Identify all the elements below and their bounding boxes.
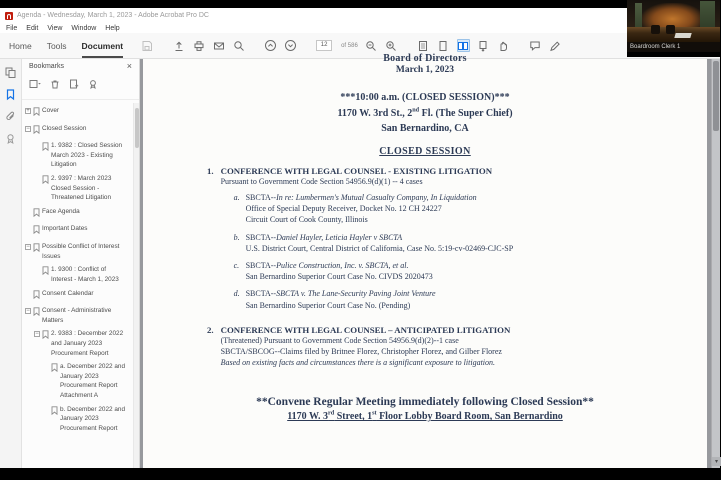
- case-detail-line: Circuit Court of Cook County, Illinois: [245, 215, 368, 225]
- pdf-page[interactable]: [143, 53, 707, 468]
- bookmark-icon: [51, 406, 58, 419]
- footer-address: 1170 W. 3rd Street, 1st Floor Lobby Board Room, San Bernardino: [287, 409, 563, 423]
- bookmark-label: Important Dates: [42, 225, 88, 233]
- bookmark-item[interactable]: [23, 139, 129, 172]
- bookmark-item[interactable]: [23, 240, 129, 263]
- two-page-view-icon[interactable]: [457, 39, 470, 52]
- bookmark-item[interactable]: [23, 287, 129, 305]
- zoom-in-icon[interactable]: [385, 39, 398, 52]
- case-item: [234, 192, 514, 226]
- bookmarks-panel-icon[interactable]: [5, 88, 17, 100]
- bookmark-label: 2. 9397 : March 2023 Closed Session - Threatened Litigation: [51, 175, 112, 202]
- video-feed-frame: [627, 0, 720, 57]
- bookmark-icon: [42, 266, 49, 279]
- document-scrollbar[interactable]: [711, 59, 720, 468]
- bookmark-item[interactable]: [23, 403, 129, 436]
- menu-view[interactable]: View: [47, 24, 63, 32]
- bookmark-label: Cover: [42, 107, 60, 114]
- item2-line3: Based on existing facts and circumstances there is a significant exposure to litigation.: [220, 358, 496, 368]
- case-detail-line: San Bernardino Superior Court Case No. CIVDS 2020473: [245, 272, 433, 282]
- expander-icon[interactable]: −: [26, 125, 30, 132]
- fill-sign-icon[interactable]: [549, 39, 562, 52]
- bookmark-icon: [42, 142, 49, 155]
- bookmarks-panel: [22, 59, 140, 468]
- bookmark-label: Possible Conflict of Interest Issues: [42, 243, 120, 260]
- expander-icon[interactable]: −: [26, 308, 30, 315]
- scrollbar-thumb[interactable]: [135, 108, 139, 148]
- zoom-out-icon[interactable]: [365, 39, 378, 52]
- bookmark-item[interactable]: [23, 327, 129, 360]
- share-icon[interactable]: [172, 39, 185, 52]
- convene-line: **Convene Regular Meeting immediately following Closed Session**: [256, 396, 594, 409]
- expander-icon[interactable]: −: [26, 244, 30, 251]
- bookmark-tree: [22, 100, 139, 468]
- case-detail-line: U.S. District Court, Central District of California, Case No. 5:19-cv-02469-CJC-SP: [245, 243, 514, 253]
- case-title: SBCTA--SBCTA v. The Lane-Security Paving Joint Venture: [245, 289, 436, 299]
- bookmark-item[interactable]: [23, 263, 129, 286]
- comment-icon[interactable]: [529, 39, 542, 52]
- bookmark-label: Consent Calendar: [42, 289, 94, 297]
- close-icon[interactable]: ×: [126, 61, 132, 71]
- boardroom-camera-view[interactable]: [627, 0, 720, 52]
- tab-document[interactable]: Document: [82, 33, 124, 58]
- page-scrolling-icon[interactable]: [477, 39, 490, 52]
- item2-heading: CONFERENCE WITH LEGAL COUNSEL – ANTICIPATED LITIGATION: [220, 324, 511, 335]
- title-bar: [0, 8, 720, 23]
- bookmark-icon: [33, 208, 40, 221]
- case-letter: c.: [233, 260, 240, 270]
- doc-org-line: Board of Directors: [383, 53, 467, 64]
- paper: [675, 33, 692, 38]
- item1-heading: CONFERENCE WITH LEGAL COUNSEL - EXISTING LITIGATION: [220, 165, 493, 176]
- acrobat-icon: [5, 12, 13, 20]
- case-title: SBCTA--In re: Lumbermen's Mutual Casualty Company, In Liquidation: [245, 193, 477, 202]
- bookmarks-scrollbar[interactable]: [133, 103, 139, 468]
- case-item: [234, 232, 514, 254]
- page-thumbnails-icon[interactable]: [5, 66, 17, 78]
- scroll-down-arrow-icon[interactable]: ▾: [712, 457, 721, 466]
- case-detail-line: San Bernardino Superior Court Case No. (Pending): [245, 300, 411, 310]
- doc-city-line: San Bernardino, CA: [381, 123, 469, 134]
- menu-bar: [0, 23, 720, 33]
- fit-width-icon[interactable]: [417, 39, 430, 52]
- print-icon[interactable]: [192, 39, 205, 52]
- toolbar-icons: [140, 39, 562, 52]
- navigation-rail: [0, 59, 22, 468]
- agenda-item-1: 1. CONFERENCE WITH LEGAL COUNSEL - EXISTING LITIGATION Pursuant to Government Code Section 54956.9(d)(1) -- 4 cases a. SBCTA--In re: Lumbermen's Mutual Casualty Company, In Liquidation Office of Special Deputy Receiver, Docket No. 12 CH 24227 Circuit Court of Cook County, Illinois b. SBCTA--Daniel Hayler, Leticia Hayler v SBCTA U.S. District Court, Central District of California, Case No. 5:19-cv-02469-CJC-SP c. SBCTA--Pulice Construction, Inc. v. SBCTA, et al. San Bernardino Superior Court Case No. CIVDS 2020473 d. SBCTA--SBCTA v. The Lane-Security Paving Joint Venture San Bernardino Superior Court Case No. (Pending): [207, 165, 514, 310]
- expander-icon[interactable]: +: [26, 108, 30, 114]
- hand-tool-icon[interactable]: [497, 39, 510, 52]
- bookmark-icon: [42, 175, 49, 188]
- search-icon[interactable]: [232, 39, 245, 52]
- bookmark-item[interactable]: [23, 122, 129, 140]
- chair: [651, 25, 660, 34]
- document-scrollbar-thumb[interactable]: [713, 61, 719, 131]
- save-icon[interactable]: [140, 39, 153, 52]
- case-list: [221, 192, 514, 311]
- bookmark-label: Consent - Administrative Matters: [42, 307, 112, 324]
- case-item: [234, 260, 514, 282]
- menu-window[interactable]: Window: [71, 24, 97, 32]
- single-page-view-icon[interactable]: [437, 39, 450, 52]
- menu-help[interactable]: Help: [105, 24, 120, 32]
- bookmark-item[interactable]: [23, 304, 129, 327]
- doc-time-line: ***10:00 a.m. (CLOSED SESSION)***: [340, 92, 510, 103]
- case-letter: b.: [233, 232, 240, 242]
- doc-date-line: March 1, 2023: [395, 65, 455, 75]
- bookmark-label: Face Agenda: [42, 207, 80, 215]
- bookmark-label: 1. 9300 : Conflict of Interest - March 1, 2023: [51, 266, 119, 283]
- doc-header-block: [169, 90, 681, 137]
- doc-address-line: 1170 W. 3rd St., 2nd Fl. (The Super Chief): [337, 106, 513, 119]
- bookmark-item[interactable]: [23, 360, 129, 402]
- expander-icon[interactable]: −: [35, 331, 39, 338]
- bookmark-icon: [51, 363, 58, 376]
- previous-page-icon[interactable]: [264, 39, 277, 52]
- menu-edit[interactable]: Edit: [26, 24, 39, 32]
- document-area: [140, 53, 720, 468]
- acrobat-window: [0, 8, 720, 468]
- item1-subline: Pursuant to Government Code Section 54956.9(d)(1) -- 4 cases: [220, 177, 423, 186]
- bookmark-label: a. December 2022 and January 2023 Procurement Report Attachment A: [60, 363, 126, 400]
- page-count-label: of 586: [341, 42, 358, 49]
- delete-bookmark-icon[interactable]: [50, 76, 60, 94]
- email-icon[interactable]: [212, 39, 225, 52]
- window-title: Agenda - Wednesday, March 1, 2023 - Adobe Acrobat Pro DC: [17, 12, 209, 19]
- case-detail-line: Office of Special Deputy Receiver, Docket No. 12 CH 24227: [245, 204, 442, 214]
- bookmark-icon: [33, 307, 40, 320]
- item2-line2: SBCTA/SBCOG--Claims filed by Britnee Florez, Christopher Florez, and Gilber Florez: [220, 346, 502, 356]
- attachments-icon[interactable]: [5, 110, 17, 122]
- bookmark-icon: [33, 290, 40, 303]
- bookmark-label: 2. 9383 : December 2022 and January 2023 Procurement Report: [51, 330, 124, 357]
- bookmark-label: 1. 9382 : Closed Session March 2023 - Existing Litigation: [51, 142, 123, 169]
- bookmark-icon: [33, 125, 40, 138]
- chair: [666, 25, 675, 34]
- agenda-item-2: 2. CONFERENCE WITH LEGAL COUNSEL – ANTICIPATED LITIGATION (Threatened) Pursuant to Government Code Section 54956.9(d)(2)--1 case SBCTA/SBCOG--Claims filed by Britnee Florez, Christopher Florez, and Gilber Florez Based on existing facts and circumstances there is a significant exposure to litigation.: [207, 324, 511, 368]
- signatures-icon[interactable]: [5, 132, 17, 144]
- tab-home[interactable]: Home: [9, 40, 32, 51]
- next-page-icon[interactable]: [284, 39, 297, 52]
- case-letter: d.: [233, 289, 240, 299]
- bookmark-item[interactable]: [23, 222, 129, 240]
- session-heading: CLOSED SESSION: [379, 145, 471, 157]
- bookmark-item[interactable]: [23, 205, 129, 223]
- case-item: [234, 288, 514, 310]
- bookmark-options-icon[interactable]: [29, 76, 41, 94]
- menu-file[interactable]: File: [6, 24, 18, 32]
- ribbon-tabs: [0, 33, 132, 58]
- bookmark-icon: [33, 243, 40, 256]
- bookmark-label: Closed Session: [42, 124, 87, 132]
- bookmarks-panel-title: Bookmarks: [29, 63, 65, 70]
- bookmark-icon: [33, 225, 40, 238]
- bookmark-icon: [33, 107, 40, 120]
- video-feed-label: Boardroom Clerk 1: [627, 42, 720, 52]
- case-title: SBCTA--Daniel Hayler, Leticia Hayler v SBCTA: [245, 232, 403, 242]
- page-number-input[interactable]: 12: [316, 40, 332, 51]
- bookmarks-toolbar: [22, 72, 139, 100]
- new-bookmark-icon[interactable]: [69, 76, 79, 94]
- case-title: SBCTA--Pulice Construction, Inc. v. SBCTA, et al.: [245, 260, 409, 270]
- tab-tools[interactable]: Tools: [46, 40, 67, 51]
- bookmark-icon: [42, 330, 49, 343]
- highlight-current-bookmark-icon[interactable]: [88, 76, 98, 94]
- item2-line1: (Threatened) Pursuant to Government Code Section 54956.9(d)(2)--1 case: [220, 335, 459, 345]
- bookmark-item[interactable]: [23, 172, 129, 205]
- main-area: [0, 53, 720, 468]
- bookmark-item[interactable]: [23, 104, 129, 122]
- case-letter: a.: [233, 193, 240, 202]
- bookmark-label: b. December 2022 and January 2023 Procurement Report: [60, 405, 126, 432]
